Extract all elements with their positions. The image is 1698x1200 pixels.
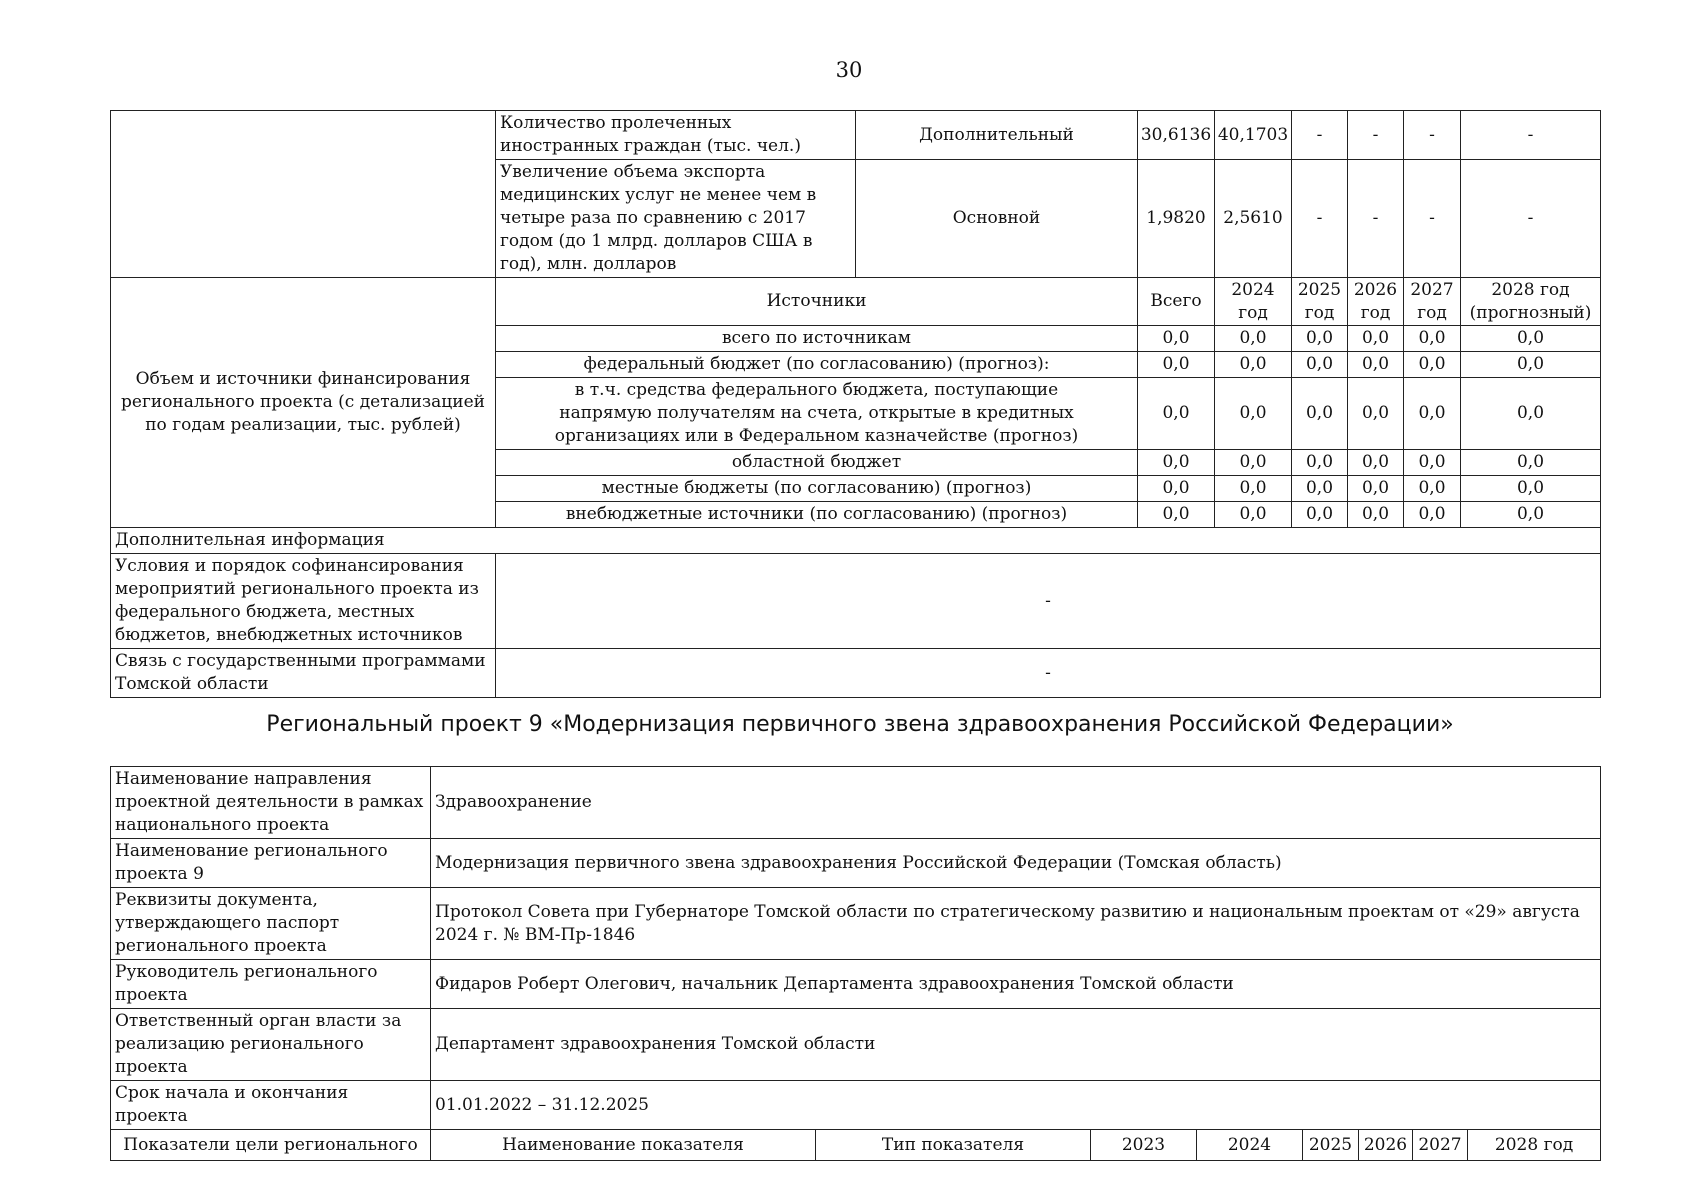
passport-row [111, 1009, 1601, 1081]
cofinancing-value: - [496, 554, 1601, 649]
passport-label: Срок начала и окончания проекта [111, 1081, 431, 1130]
value-2027: 0,0 [1404, 502, 1461, 528]
value-2026: 0,0 [1348, 352, 1404, 378]
value-2026: - [1348, 160, 1404, 278]
value-2027: - [1404, 160, 1461, 278]
passport-value: Фидаров Роберт Олегович, начальник Департамента здравоохранения Томской области [431, 960, 1601, 1009]
indicator-type-header: Тип показателя [816, 1130, 1091, 1161]
cofinancing-row [111, 554, 1601, 649]
total-value: 0,0 [1138, 352, 1215, 378]
value-2028: 0,0 [1461, 378, 1601, 450]
value-2025: 0,0 [1292, 450, 1348, 476]
source-name: внебюджетные источники (по согласованию) (прогноз) [496, 502, 1138, 528]
year-2028-header: 2028 год (прогнозный) [1461, 278, 1601, 326]
value-2023: 1,9820 [1138, 160, 1215, 278]
year-2024-header: 2024 год [1215, 278, 1292, 326]
cofinancing-label: Условия и порядок софинансирования мероприятий регионального проекта из федерального бюджета, местных бюджетов, внебюджетных источников [111, 554, 496, 649]
total-value: 0,0 [1138, 450, 1215, 476]
financing-label: Объем и источники финансирования регионального проекта (с детализацией по годам реализации, тыс. рублей) [111, 278, 496, 528]
source-name: федеральный бюджет (по согласованию) (прогноз): [496, 352, 1138, 378]
indicator-name: Количество пролеченных иностранных граждан (тыс. чел.) [496, 111, 856, 160]
value-2028: 0,0 [1461, 326, 1601, 352]
passport-label: Ответственный орган власти за реализацию регионального проекта [111, 1009, 431, 1081]
state-programs-label: Связь с государственными программами Томской области [111, 649, 496, 698]
value-2025: 0,0 [1292, 502, 1348, 528]
value-2026: - [1348, 111, 1404, 160]
value-2028: - [1461, 111, 1601, 160]
indicator-type: Основной [856, 160, 1138, 278]
project9-passport-table [110, 766, 1601, 1161]
year-2026-header: 2026 год [1348, 278, 1404, 326]
state-programs-value: - [496, 649, 1601, 698]
year-2023-header: 2023 [1091, 1130, 1197, 1161]
total-value: 0,0 [1138, 378, 1215, 450]
value-2026: 0,0 [1348, 378, 1404, 450]
passport-value: Здравоохранение [431, 767, 1601, 839]
value-2024: 2,5610 [1215, 160, 1292, 278]
passport-value: Модернизация первичного звена здравоохранения Российской Федерации (Томская область) [431, 839, 1601, 888]
passport-row [111, 767, 1601, 839]
passport-value: 01.01.2022 – 31.12.2025 [431, 1081, 1601, 1130]
passport-value: Департамент здравоохранения Томской области [431, 1009, 1601, 1081]
year-2026-header: 2026 [1359, 1130, 1413, 1161]
passport-label: Наименование регионального проекта 9 [111, 839, 431, 888]
value-2024: 0,0 [1215, 352, 1292, 378]
passport-row [111, 888, 1601, 960]
indicator-header-row [111, 1130, 1601, 1161]
value-2024: 40,1703 [1215, 111, 1292, 160]
year-2025-header: 2025 год [1292, 278, 1348, 326]
value-2025: - [1292, 160, 1348, 278]
value-2025: 0,0 [1292, 352, 1348, 378]
year-2027-header: 2027 [1413, 1130, 1468, 1161]
additional-info-row [111, 528, 1601, 554]
value-2024: 0,0 [1215, 450, 1292, 476]
value-2028: 0,0 [1461, 352, 1601, 378]
value-2028: 0,0 [1461, 450, 1601, 476]
empty-label-cell [111, 111, 496, 278]
value-2027: 0,0 [1404, 352, 1461, 378]
value-2028: 0,0 [1461, 476, 1601, 502]
value-2028: - [1461, 160, 1601, 278]
indicator-name: Увеличение объема экспорта медицинских услуг не менее чем в четыре раза по сравнению с 2017 годом (до 1 млрд. долларов США в год), млн. долларов [496, 160, 856, 278]
indicator-type: Дополнительный [856, 111, 1138, 160]
total-header: Всего [1138, 278, 1215, 326]
state-programs-row [111, 649, 1601, 698]
value-2026: 0,0 [1348, 450, 1404, 476]
passport-row [111, 1081, 1601, 1130]
value-2023: 30,6136 [1138, 111, 1215, 160]
value-2026: 0,0 [1348, 326, 1404, 352]
value-2027: 0,0 [1404, 326, 1461, 352]
year-2025-header: 2025 [1303, 1130, 1359, 1161]
passport-row [111, 960, 1601, 1009]
value-2025: 0,0 [1292, 378, 1348, 450]
source-name: всего по источникам [496, 326, 1138, 352]
passport-value: Протокол Совета при Губернаторе Томской области по стратегическому развитию и национальным проектам от «29» августа 2024 г. № ВМ-Пр-1846 [431, 888, 1601, 960]
value-2024: 0,0 [1215, 502, 1292, 528]
passport-label: Реквизиты документа, утверждающего паспорт регионального проекта [111, 888, 431, 960]
value-2027: 0,0 [1404, 450, 1461, 476]
financing-header-row [111, 278, 1601, 326]
additional-info-label: Дополнительная информация [111, 528, 1601, 554]
year-2024-header: 2024 [1197, 1130, 1303, 1161]
year-2027-header: 2027 год [1404, 278, 1461, 326]
indicator-name-header: Наименование показателя [431, 1130, 816, 1161]
indicator-row [111, 111, 1601, 160]
value-2027: - [1404, 111, 1461, 160]
value-2024: 0,0 [1215, 326, 1292, 352]
source-name: в т.ч. средства федерального бюджета, поступающие напрямую получателям на счета, открытые в кредитных организациях или в Федеральном казначействе (прогноз) [496, 378, 1138, 450]
value-2026: 0,0 [1348, 476, 1404, 502]
value-2027: 0,0 [1404, 378, 1461, 450]
total-value: 0,0 [1138, 476, 1215, 502]
source-name: местные бюджеты (по согласованию) (прогноз) [496, 476, 1138, 502]
source-name: областной бюджет [496, 450, 1138, 476]
year-2028-header: 2028 год [1468, 1130, 1601, 1161]
value-2028: 0,0 [1461, 502, 1601, 528]
value-2025: 0,0 [1292, 326, 1348, 352]
value-2026: 0,0 [1348, 502, 1404, 528]
total-value: 0,0 [1138, 502, 1215, 528]
passport-label: Наименование направления проектной деятельности в рамках национального проекта [111, 767, 431, 839]
goal-indicators-header: Показатели цели регионального [111, 1130, 431, 1161]
page-number: 30 [835, 58, 863, 82]
value-2025: - [1292, 111, 1348, 160]
project-passport-continuation-table [110, 110, 1601, 698]
passport-label: Руководитель регионального проекта [111, 960, 431, 1009]
value-2025: 0,0 [1292, 476, 1348, 502]
value-2027: 0,0 [1404, 476, 1461, 502]
value-2024: 0,0 [1215, 476, 1292, 502]
total-value: 0,0 [1138, 326, 1215, 352]
passport-row [111, 839, 1601, 888]
sources-header: Источники [496, 278, 1138, 326]
value-2024: 0,0 [1215, 378, 1292, 450]
project9-heading: Региональный проект 9 «Модернизация первичного звена здравоохранения Российской Федерации» [266, 712, 1454, 737]
